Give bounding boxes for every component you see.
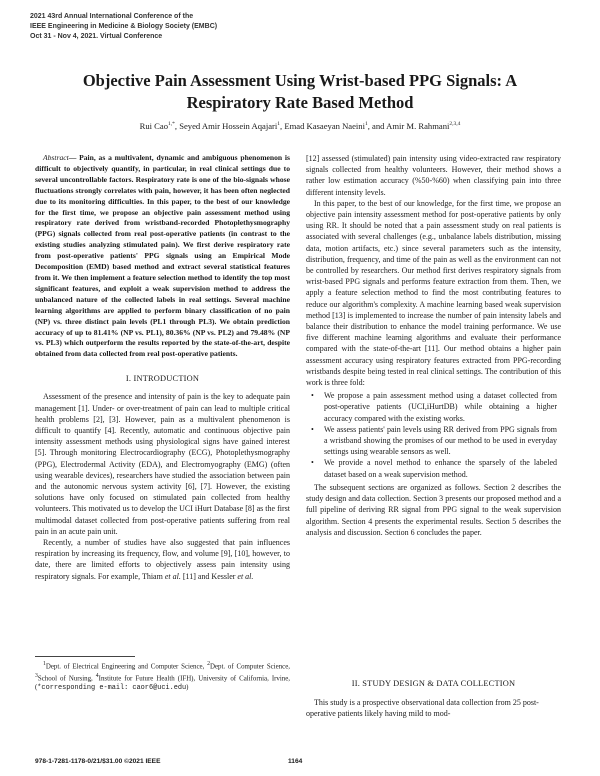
footnote-sup: 3 xyxy=(35,672,38,679)
bullet-icon: • xyxy=(311,458,314,468)
author-affiliation: 2,3,4 xyxy=(449,121,461,128)
footnote xyxy=(35,656,290,693)
text-run-italic: et al. xyxy=(164,571,181,581)
footnote-run: School of Nursing, xyxy=(37,674,96,682)
conference-line-3: Oct 31 - Nov 4, 2021. Virtual Conference xyxy=(30,33,163,40)
study-paragraph-1: This study is a prospective observational data collection from 25 post-operative patients likely having mild to mod- xyxy=(306,698,539,719)
author-separator: , and xyxy=(367,121,387,131)
conference-header xyxy=(30,12,217,42)
contribution-text: We assess patients' pain levels using RR derived from PPG signals from a wristband showing the promises of our method to be used in everyday settings using wearable sensors as well. xyxy=(324,424,557,457)
title-line-1: Objective Pain Assessment Using Wrist-based PPG Signals: A xyxy=(82,71,518,90)
author-name: Amir M. Rahmani xyxy=(386,121,450,131)
footnote-run: Dept. of Computer Science, xyxy=(210,663,290,671)
footnote-run: ) xyxy=(186,684,189,691)
intro-paragraph-3: In this paper, to the best of our knowledge, for the first time, we propose an objective pain intensity assessment method for post-operative patients by only using RR. It should be noted that a pain assessment study on real patients is associated with several challenges (e.g., unbalance labels distribution, missing data, motion artifacts, etc.) since several parameters such as the intensity, distribution, frequency, and time of the pain as well as the environment can not be controlled by researchers. Our method first derives respiratory signals from wrist-based PPG signals and performs feature extraction from them. Then, we apply a feature selection method to find the most contributing features to reduce our algorithm's complexity. A machine learning based weak supervision method [13] is implemented to increase the number of pain intensity labels and balance their distribution to enhance the model training performance. We use five different machine learning algorithms and evaluate their performance compared with the state-of-the-art [11]. Our method obtains a higher pain assessment accuracy using respiratory features extracted from PPG-recording wristbands despite being tested in real clinical settings. The contribution of this work is three fold: xyxy=(306,198,561,388)
left-column xyxy=(35,153,290,582)
author-affiliation: 1,* xyxy=(168,121,175,128)
footnote-sup: 4 xyxy=(95,672,99,679)
conference-line-1: 2021 43rd Annual International Conference of the xyxy=(30,13,194,20)
intro-paragraph-4: The subsequent sections are organized as follows. Section 2 describes the study design and data collection. Section 3 presents our proposed method and a full pipeline of deriving RR signal from PPG signal to the weak supervision algorithm. Section 4 presents the experimental results. Section 5 describes the analysis and discussion. Section 6 concludes the paper. xyxy=(306,482,561,537)
abstract-text: — Pain, as a multivalent, dynamic and ambiguous phenomenon is difficult to objectively quantify, in particular, in real clinical settings due to several uncontrollable factors. Respiratory rate is one of the bio-signals whose fluctuations strongly correlates with pain, however, it has been often neglected due to its monitoring difficulties. In this paper, to the best of our knowledge for the first time, we propose an objective pain assessment method using respiratory rate derived from wristband-recorded Photoplethysmography (PPG) signals collected from real post-operative patients (in contrast to the existing studies analyzing stimulated pain). We first derive respiratory rate from post-operative patients' PPG signals using an Empirical Mode Decomposition (EMD) based method and extract several statistical features from it. We then implement a feature selection method to identify the top most significant features, and exploit a weak supervision method to address the unbalanced nature of the collected labels in real settings. Several machine learning algorithms are applied to perform binary classification of no pain (NP) vs. three distinct pain levels (PL1 through PL3). We obtain prediction accuracy of up to 81.41% (NP vs. PL1), 80.36% (NP vs. PL2) and 79.48% (NP vs. PL3) which outperform the results reported by the state-of-the-art, despite obtained from data collected from real post-operative patients. xyxy=(35,153,290,359)
abstract xyxy=(35,153,290,360)
intro-paragraph-2-continued: [12] assessed (stimulated) pain intensity using video-extracted raw respiratory signals collected from healthy volunteers. However, their method shows a rather low estimation accuracy (%50-%60) when classifying pain into three different intensity levels. xyxy=(306,154,561,197)
intro-paragraph-2 xyxy=(35,537,290,582)
right-column xyxy=(306,153,561,538)
list-item xyxy=(306,424,561,458)
author-affiliation: 1 xyxy=(365,121,368,128)
section-heading-study-design: II. STUDY DESIGN & DATA COLLECTION xyxy=(351,679,516,688)
text-run: Recently, a number of studies have also suggested that pain influences respiration by increasing its frequency, flow, and volume [9], [10], however, to date, there are limited efforts to objectively assess pain intensity using respiratory signals. For example, Thiam xyxy=(35,538,290,581)
bullet-icon: • xyxy=(311,424,314,434)
abstract-label: Abstract xyxy=(43,153,69,162)
intro-paragraph-1: Assessment of the presence and intensity of pain is the key to adequate pain management [1]. Under- or over-treatment of pain can lead to multiple critical health problems [2], [3]. However, pain as a multivalent phenomenon is difficult to quantify [4]. Recently, automatic and continuous objective pain intensity assessment methods using physiological signs have gained interest [5]. Through monitoring Electrocardiography (ECG), Photoplethysmography (PPG), Electrodermal Activity (EDA), and Electromyography (EMG) (often using wearable devices), researchers have studied the association between pain and the autonomic nervous system activity [6], [7]. However, the existing solutions have only focused on stimulated pain collected from healthy volunteers. This motivated us to develop the UCI iHurt Database [8] as the first multimodal dataset collected from post-operative patients suffering from real pain in an acute pain unit. xyxy=(35,392,290,536)
section-heading-introduction: I. INTRODUCTION xyxy=(125,374,200,384)
author-separator: , xyxy=(174,121,180,131)
author-separator: , xyxy=(280,121,285,131)
list-item xyxy=(306,457,561,479)
footnote-divider xyxy=(35,656,135,657)
author-list xyxy=(30,121,570,131)
contribution-list xyxy=(306,390,561,480)
footnote-run: Dept. of Electrical Engineering and Computer Science, xyxy=(45,663,208,671)
author-name: Rui Cao xyxy=(139,121,169,131)
contribution-text: We provide a novel method to enhance the sparsely of the labeled dataset based on a weak supervision method. xyxy=(324,458,557,479)
page-number: 1164 xyxy=(288,758,303,765)
footnote-run: Institute for Future Health (IFH), University of California, Irvine, ( xyxy=(35,674,290,691)
contribution-text: We propose a pain assessment method using a dataset collected from post-operative patients (UCI,iHurtDB) while obtaining a higher accuracy compared with the existing works. xyxy=(324,391,557,423)
paper-title xyxy=(40,70,560,114)
footnote-text xyxy=(35,660,290,693)
list-item xyxy=(306,390,561,424)
text-run-italic: et al. xyxy=(237,571,254,581)
title-line-2: Respiratory Rate Based Method xyxy=(186,93,414,112)
copyright-notice: 978-1-7281-1178-0/21/$31.00 ©2021 IEEE xyxy=(35,758,161,765)
corresponding-email: *corresponding e-mail: caor6@uci.edu xyxy=(37,684,187,692)
footnote-sup: 2 xyxy=(207,661,210,667)
author-affiliation: 1 xyxy=(277,121,281,128)
author-name: Seyed Amir Hossein Aqajari xyxy=(179,121,278,131)
footnote-sup: 1 xyxy=(43,661,46,667)
section-2 xyxy=(306,678,561,720)
conference-line-2: IEEE Engineering in Medicine & Biology Society (EMBC) xyxy=(30,23,218,30)
bullet-icon: • xyxy=(311,391,314,401)
author-name: Emad Kasaeyan Naeini xyxy=(284,121,365,131)
text-run: [11] and Kessler xyxy=(180,571,238,581)
